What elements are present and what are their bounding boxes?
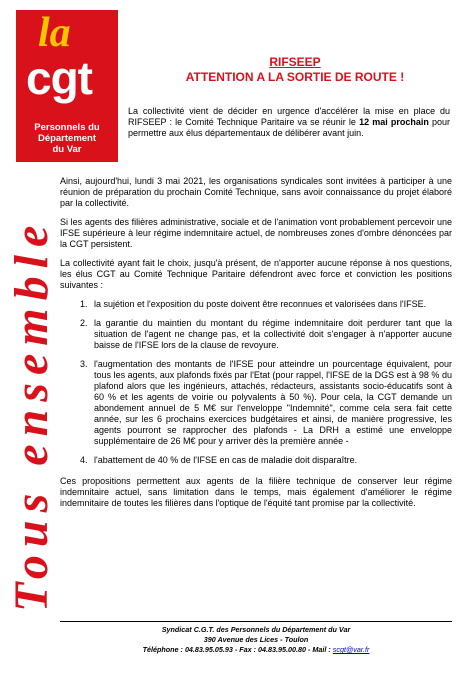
intro-text: pour permettre aux élus départementaux de délibérer avant juin. [128,117,450,138]
intro-date: 12 mai prochain [359,117,429,127]
footer-union-name: Syndicat C.G.T. des Personnels du Département du Var [161,625,351,634]
logo-org-line: Personnels du [34,122,100,133]
logo-org-line: du Var [52,144,82,155]
intro-text: La collectivité vient de décider en urgence d'accélérer la mise en place du RIFSEEP : le Comité Technique Paritaire va se réunir le [128,106,450,127]
intro-paragraph [128,106,450,139]
logo-org-line: Département [37,133,97,144]
paragraph: Si les agents des filières administrative, sociale et de l'animation vont probablement percevoir une IFSE supérieure à leur régime indemnitaire actuel, de nombreuses zones d'ombre dénoncées par la CGT persistent. [60,217,452,249]
positions-list [60,299,452,466]
cgt-logo [16,10,118,162]
paragraph: Ainsi, aujourd'hui, lundi 3 mai 2021, les organisations syndicales sont invitées à participer à une réunion de préparation du prochain Comité Technique, sans avoir connaissance du projet élaboré par la collectivité. [60,176,452,208]
footer-divider [60,621,452,622]
document-title: RIFSEEP [269,55,321,69]
footer [60,625,452,655]
footer-email-link[interactable]: scgt@var.fr [332,645,370,654]
list-item: 2. la garantie du maintien du montant du régime indemnitaire doit perdurer tant que la situation de l'agent ne change pas, et la collectivité doit s'engager à n'apporter aucune baisse de l'IFSE lors de la clause de revoyure. [90,318,452,351]
document-subtitle: ATTENTION A LA SORTIE DE ROUTE ! [185,70,405,84]
logo-la-text: la [38,10,71,56]
document-body [60,176,452,517]
logo-cgt-text: cgt [26,52,92,104]
list-item: 1. la sujétion et l'exposition du poste doivent être reconnues et valorisées dans l'IFSE. [90,299,452,310]
vertical-slogan: Tous ensemble [5,217,58,612]
logo-organisation [16,122,118,155]
list-item: 3. l'augmentation des montants de l'IFSE pour atteindre un pourcentage équivalent, pour tous les agents, aux plafonds fixés par l'Etat (pour rappel, l'IFSE de la DGS est à 98 % du plafond alors que les ingénieurs, attachés, rédacteurs, assistants socio-éducatifs sont à 60 % et les agents de voirie ou polyvalents à 50 %). Pour cela, la CGT demande un abondement annuel de 5 M€ sur l'enveloppe "Indemnité", comme cela sera fait cette année, sur les 6 prochains exercices budgétaires et ainsi, de manière progressive, les agents pourront se rapprocher des plafonds - La DRH a estimé une enveloppe supplémentaire de 26 M€ pour y arriver dès la première année - [90,359,452,447]
paragraph: Ces propositions permettent aux agents de la filière technique de conserver leur régime indemnitaire actuel, sans limitation dans le temps, mais également d'améliorer le régime indemnitaire de toutes les filières dans l'optique de l'équité tant promise par la collectivité. [60,476,452,508]
footer-address: 390 Avenue des Lices - Toulon [203,635,309,644]
list-item: 4. l'abattement de 40 % de l'IFSE en cas de maladie doit disparaître. [90,455,452,466]
footer-contact: Téléphone : 04.83.95.05.93 - Fax : 04.83.95.00.80 - Mail : [142,645,333,654]
paragraph: La collectivité ayant fait le choix, jusqu'à présent, de n'apporter aucune réponse à nos questions, les élus CGT au Comité Technique Paritaire défendront avec force et conviction les positions suivantes : [60,258,452,290]
